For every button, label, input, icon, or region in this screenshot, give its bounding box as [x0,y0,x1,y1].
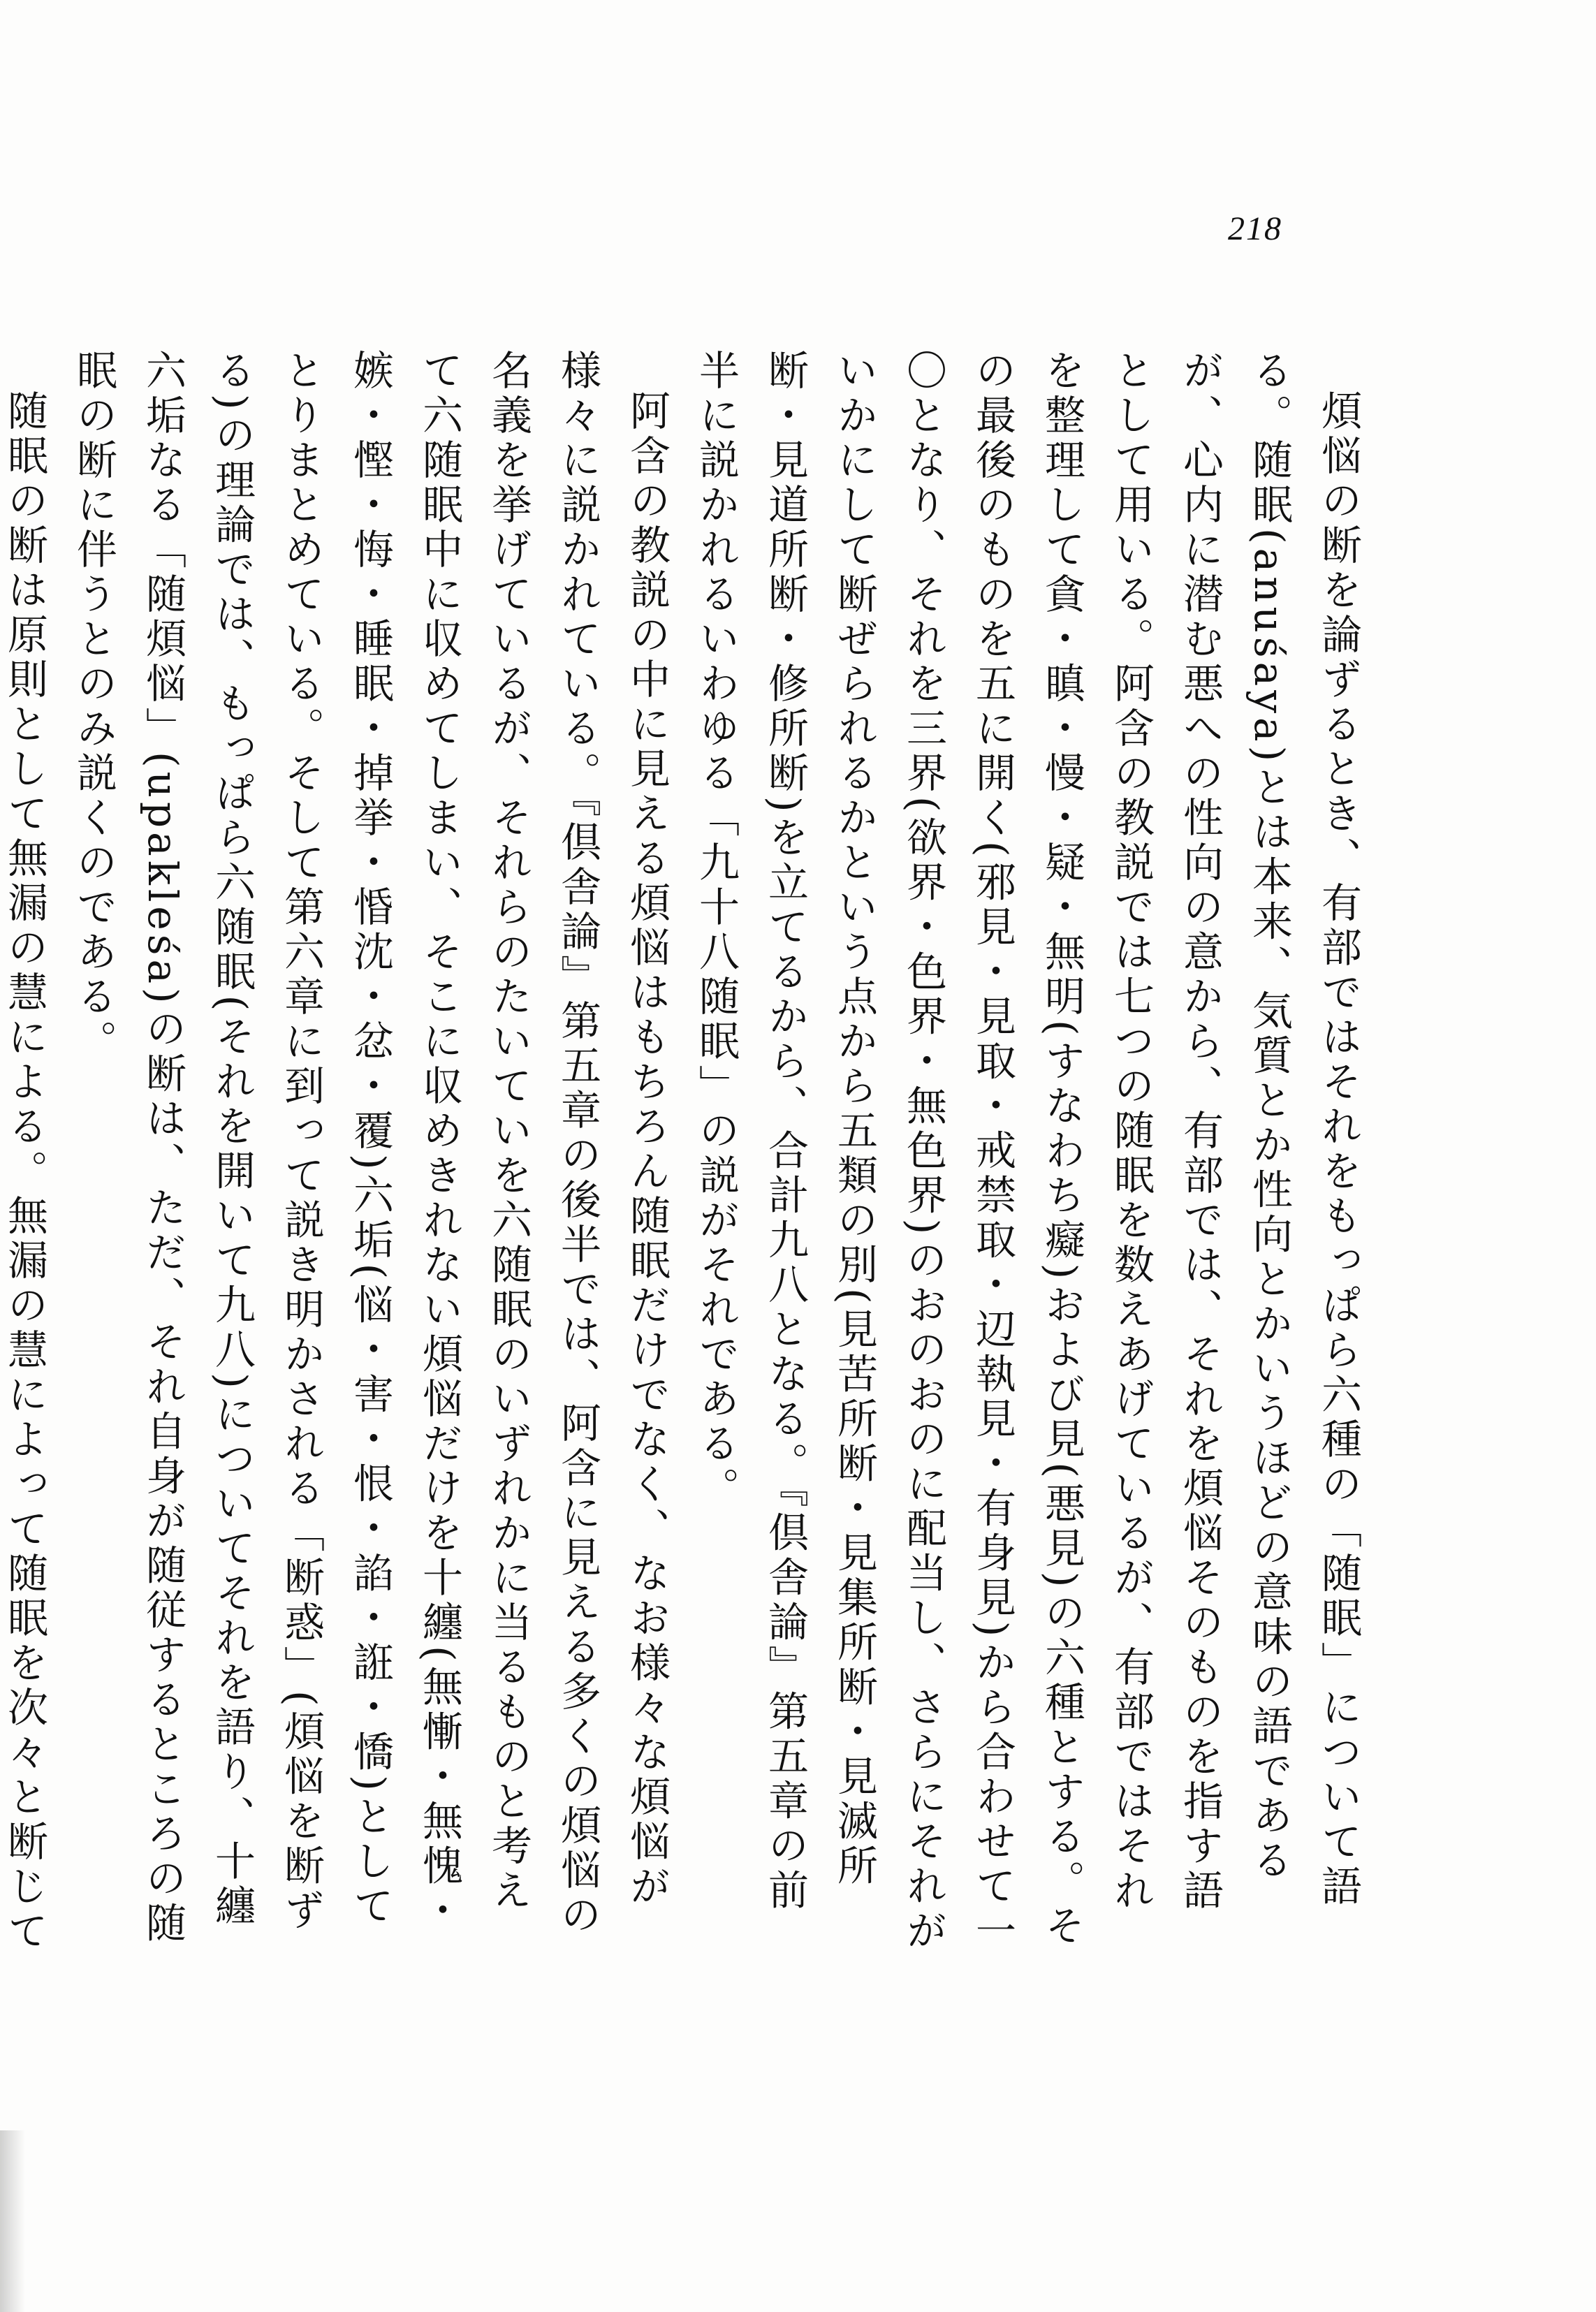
paragraph-1: 煩悩の断を論ずるとき、有部ではそれをもっぱら六種の「随眠」について語る。随眠(anuśaya)とは本来、気質とか性向とかいうほどの意味の語であるが、心内に潜む悪への性向の意から、有部では、それを煩悩そのものを指す語として用いる。阿含の教説では七つの随眠を数えあげているが、有部ではそれを整理して貪・瞋・慢・疑・無明(すなわち癡)および見(悪見)の六種とする。その最後のものを五に開く(邪見・見取・戒禁取・辺執見・有身見)から合わせて一〇となり、それを三界(欲界・色界・無色界)のおのおのに配当し、さらにそれがいかにして断ぜられるかという点から五類の別(見苦所断・見集所断・見滅所断・見道所断・修所断)を立てるから、合計九八となる。『倶舎論』第五章の前半に説かれるいわゆる「九十八随眠」の説がそれである。 [692,349,1362,1954]
paragraph-2: 阿含の教説の中に見える煩悩はもちろん随眠だけでなく、なお様々な煩悩が様々に説かれている。『倶舎論』第五章の後半では、阿含に見える多くの煩悩の名義を挙げているが、それらのたいていを六随眠のいずれかに当るものと考えて六随眠中に収めてしまい、そこに収めきれない煩悩だけを十纏(無慚・無愧・嫉・慳・悔・睡眠・掉挙・惛沈・忿・覆)六垢(悩・害・恨・諂・誑・憍)としてとりまとめている。そして第六章に到って説き明かされる「断惑」(煩悩を断ずる)の理論では、もっぱら六随眠(それを開いて九八)についてそれを語り、十纏六垢なる「随煩悩」(upakleśa)の断は、ただ、それ自身が随従するところの随眠の断に伴うとのみ説くのである。 [70,349,671,1947]
paragraph-3: 随眠の断は原則として無漏の慧による。無漏の慧によって随眠を次々と断じて [1,390,48,1954]
body-text [0,349,1372,1956]
scan-edge-shadow [0,2130,25,2312]
page-number: 218 [1228,210,1282,247]
